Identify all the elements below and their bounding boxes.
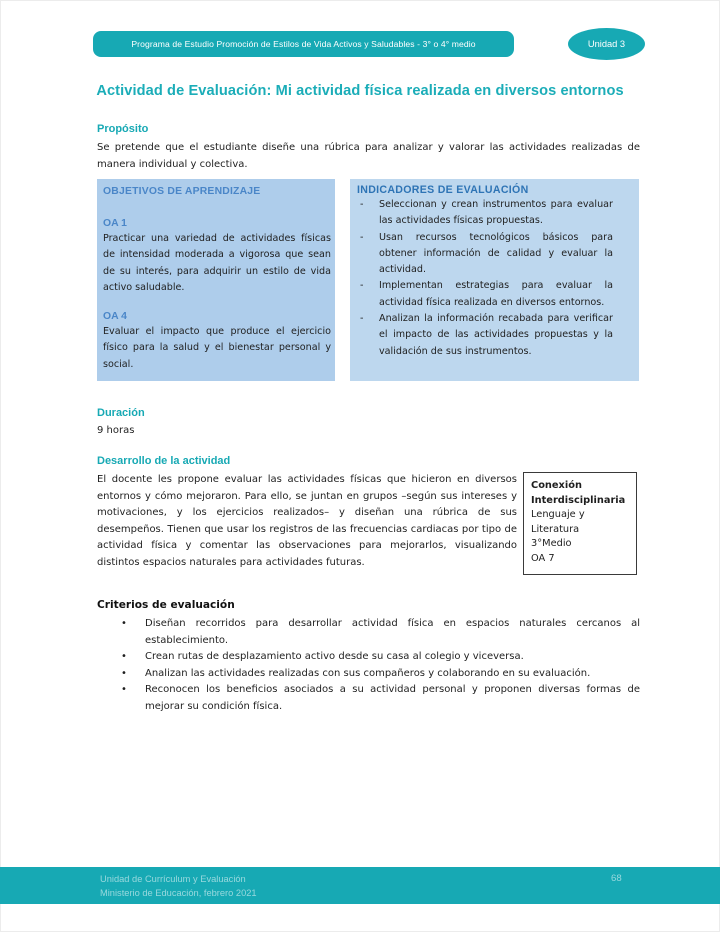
indicador-text: Implementan estrategias para evaluar la actividad física realizada en diversos entornos.: [379, 280, 613, 308]
criterios-heading: Criterios de evaluación: [97, 599, 235, 611]
criterio-item: [97, 649, 640, 666]
footer-bar: [0, 867, 720, 904]
criterio-text: Reconocen los beneficios asociados a su actividad personal y proponen diversas formas de mejorar su condición física.: [145, 684, 640, 712]
indicador-text: Analizan la información recabada para verificar el impacto de las actividades propuestas y la validación de sus instrumentos.: [379, 313, 613, 357]
indicador-item: [353, 311, 613, 360]
desarrollo-heading: Desarrollo de la actividad: [97, 455, 231, 467]
criterio-item: [97, 666, 640, 683]
oa-indicadores-table: [97, 179, 639, 381]
indicadores-column: [350, 179, 639, 381]
proposito-heading: Propósito: [97, 123, 149, 135]
footer-line1: Unidad de Currículum y Evaluación: [100, 874, 246, 884]
program-badge: [93, 31, 514, 57]
program-badge-label: Programa de Estudio Promoción de Estilos de Vida Activos y Saludables - 3° o 4° medio: [131, 39, 476, 49]
bullet-marker: •: [121, 618, 127, 629]
footer-line2: Ministerio de Educación, febrero 2021: [100, 888, 257, 898]
oa1-text: Practicar una variedad de actividades físicas de intensidad moderada a vigorosa que sean de su interés, para adquirir un estilo de vida activo saludable.: [103, 233, 331, 293]
unit-badge-label: Unidad 3: [587, 39, 626, 49]
desarrollo-text: El docente les propone evaluar las actividades físicas que hicieron en diversos entornos y cómo mejoraron. Para ello, se juntan en grupos –según sus intereses y motivaciones, y los ejercicios realizados– y diseñan una rúbrica de sus desempeños. Tienen que usar los registros de las frecuencias cardiacas por tipo de actividad física y comentar las observaciones para mejorarlos, visualizando distintos espacios naturales para actividades futuras.: [97, 474, 517, 568]
indicadores-heading: INDICADORES DE EVALUACIÓN: [357, 184, 529, 196]
indicador-text: Usan recursos tecnológicos básicos para obtener información de calidad y evaluar la actividad.: [379, 231, 613, 276]
indicador-text: Seleccionan y crean instrumentos para evaluar las actividades físicas propuestas.: [379, 199, 613, 227]
criterio-item: [97, 616, 640, 649]
criterio-text: Crean rutas de desplazamiento activo desde su casa al colegio y viceversa.: [145, 651, 524, 662]
criterio-item: [97, 682, 640, 715]
dash-marker: -: [360, 280, 364, 292]
conexion-box: [523, 472, 637, 575]
proposito-text: Se pretende que el estudiante diseñe una rúbrica para analizar y valorar las actividades realizadas de manera individual y colectiva.: [97, 142, 640, 170]
conexion-oa: OA 7: [531, 552, 555, 564]
bullet-marker: •: [121, 651, 127, 662]
objetivos-column: [97, 179, 335, 381]
conexion-title: Conexión Interdisciplinaria: [531, 480, 626, 506]
duracion-heading: Duración: [97, 407, 145, 419]
oa1-code: OA 1: [103, 218, 127, 229]
criterio-text: Diseñan recorridos para desarrollar actividad física en espacios naturales cercanos al establecimiento.: [145, 618, 640, 646]
dash-marker: -: [360, 199, 364, 210]
conexion-subject: Lenguaje y Literatura: [531, 509, 585, 535]
oa4-text: Evaluar el impacto que produce el ejercicio físico para la salud y el bienestar personal y social.: [103, 326, 331, 370]
dash-marker: -: [360, 231, 364, 243]
indicador-item: [353, 197, 613, 230]
oa4-code: OA 4: [103, 311, 127, 323]
unit-badge: [568, 28, 645, 60]
bullet-marker: •: [121, 667, 127, 679]
bullet-marker: •: [121, 684, 127, 695]
duracion-value: 9 horas: [97, 425, 135, 436]
criterio-text: Analizan las actividades realizadas con sus compañeros y colaborando en su evaluación.: [145, 667, 591, 679]
footer-credits: [100, 872, 257, 900]
page-title: Actividad de Evaluación: Mi actividad física realizada en diversos entornos: [96, 83, 624, 99]
criterios-list: [97, 616, 640, 715]
page-number: 68: [611, 873, 622, 884]
dash-marker: -: [360, 313, 364, 325]
indicador-item: [353, 278, 613, 311]
objetivos-heading: OBJETIVOS DE APRENDIZAJE: [103, 186, 261, 197]
indicador-item: [353, 230, 613, 279]
conexion-level: 3°Medio: [531, 538, 572, 550]
